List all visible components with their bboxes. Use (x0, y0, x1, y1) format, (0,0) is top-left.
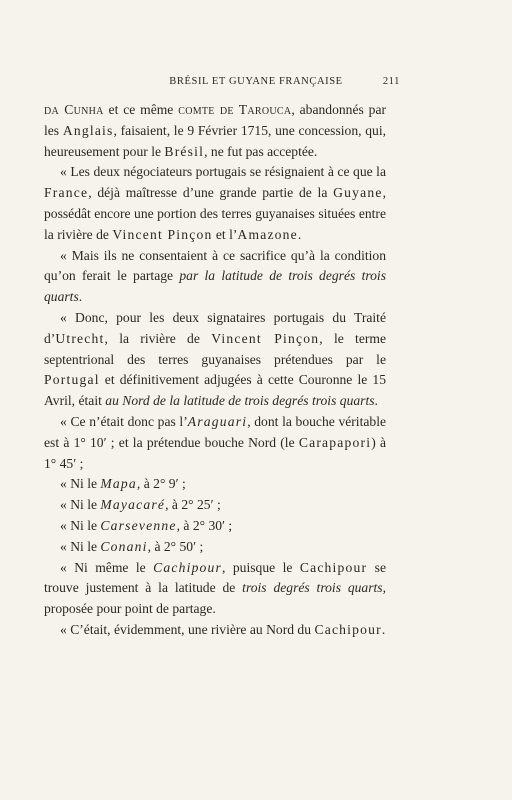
text-run: « Ni le (60, 476, 101, 492)
text-run: Cachipour (153, 559, 223, 575)
paragraph (44, 162, 386, 245)
text-run: Utrecht (55, 330, 105, 346)
text-run: . (374, 393, 378, 409)
paragraph (44, 558, 386, 620)
text-run: « Ce n’était donc pas l’ (60, 413, 188, 429)
text-run: « Mais ils ne consentaient à ce sacrifice qu’à la condition qu’on ferait le partage (44, 247, 386, 284)
text-run: « Donc, pour les deux signataires portugais du Traité d’ (44, 309, 386, 346)
text-run: , possédât encore une portion des terres guyanaises situées entre la rivière de (44, 185, 386, 242)
text-run: Brésil (164, 143, 205, 159)
text-run: , proposée pour point de partage. (44, 580, 386, 617)
paragraph (44, 412, 386, 474)
body-text (44, 100, 386, 641)
text-run: trois degrés trois quarts (242, 580, 383, 596)
running-title: BRÉSIL ET GUYANE FRANÇAISE (169, 76, 343, 87)
text-run: , puisque le (222, 559, 300, 575)
text-run: . (297, 226, 302, 242)
text-run: Anglais (62, 122, 114, 138)
text-run: . (381, 621, 386, 637)
text-run: Amazone (237, 226, 298, 242)
text-run: Carapapori (298, 434, 372, 450)
text-run: comte de Tarouca (178, 102, 292, 117)
text-run: ) à 1° 45′ ; (44, 434, 386, 471)
text-run: , ne fut pas acceptée. (204, 143, 318, 159)
text-run: , à 2° 30′ ; (176, 517, 233, 533)
running-header (0, 76, 512, 92)
paragraph (44, 246, 386, 308)
text-run: et l’ (212, 226, 238, 242)
text-run: « Ni même le (60, 559, 154, 575)
text-run: « Ni le (60, 538, 101, 554)
paragraph (44, 516, 386, 537)
text-run: Conani (100, 538, 148, 554)
text-run: , dont la bouche véritable est à 1° 10′ ; et la prétendue bouche Nord (le (44, 413, 387, 450)
text-run: Cachipour (299, 559, 368, 575)
text-run: au Nord de la latitude de trois degrés trois quarts (105, 393, 375, 409)
text-run: « Ni le (60, 497, 101, 513)
text-run: , à 2° 25′ ; (165, 497, 221, 513)
text-run: , à 2° 50′ ; (147, 538, 204, 554)
page-number: 211 (382, 76, 400, 87)
paragraph (44, 620, 386, 641)
text-run: Vincent Pinçon (112, 226, 213, 242)
paragraph (44, 100, 386, 162)
text-run: , faisaient, le 9 Février 1715, une concession, qui, heureusement pour le (44, 122, 387, 159)
text-run: da Cunha (44, 102, 104, 117)
paragraph (44, 308, 386, 412)
text-run: se trouve justement à la latitude de (44, 559, 386, 596)
text-run: Cachipour (314, 621, 382, 637)
text-run: , la rivière de (104, 330, 212, 346)
text-run: . (78, 289, 83, 305)
text-run: « Les deux négociateurs portugais se résignaient à ce que la (60, 164, 386, 180)
paragraph (44, 537, 386, 558)
text-run: France (44, 185, 89, 201)
text-run: par la latitude de trois degrés trois quarts (44, 268, 386, 305)
text-run: Mapa (100, 476, 137, 492)
text-run: Guyane (333, 185, 383, 201)
text-run: , abandonnés par les (44, 102, 387, 138)
text-run: , le terme septentrional des terres guyanaises prétendues par le (44, 330, 387, 367)
text-run: Mayacaré (100, 497, 166, 513)
text-run: Portugal (44, 372, 100, 388)
text-run: Araguari (187, 413, 248, 429)
text-run: « Ni le (60, 517, 101, 533)
text-run: Carsevenne (100, 517, 177, 533)
text-run: et ce même (103, 102, 179, 117)
paragraph (44, 474, 386, 495)
text-run: « C’était, évidemment, une rivière au Nord du (60, 621, 315, 637)
text-run: Vincent Pinçon (211, 330, 320, 346)
text-run: , déjà maîtresse d’une grande partie de la (88, 185, 334, 201)
text-run: et définitivement adjugées à cette Couronne le 15 Avril, était (44, 372, 386, 409)
text-run: , à 2° 9′ ; (136, 476, 186, 492)
paragraph (44, 495, 386, 516)
